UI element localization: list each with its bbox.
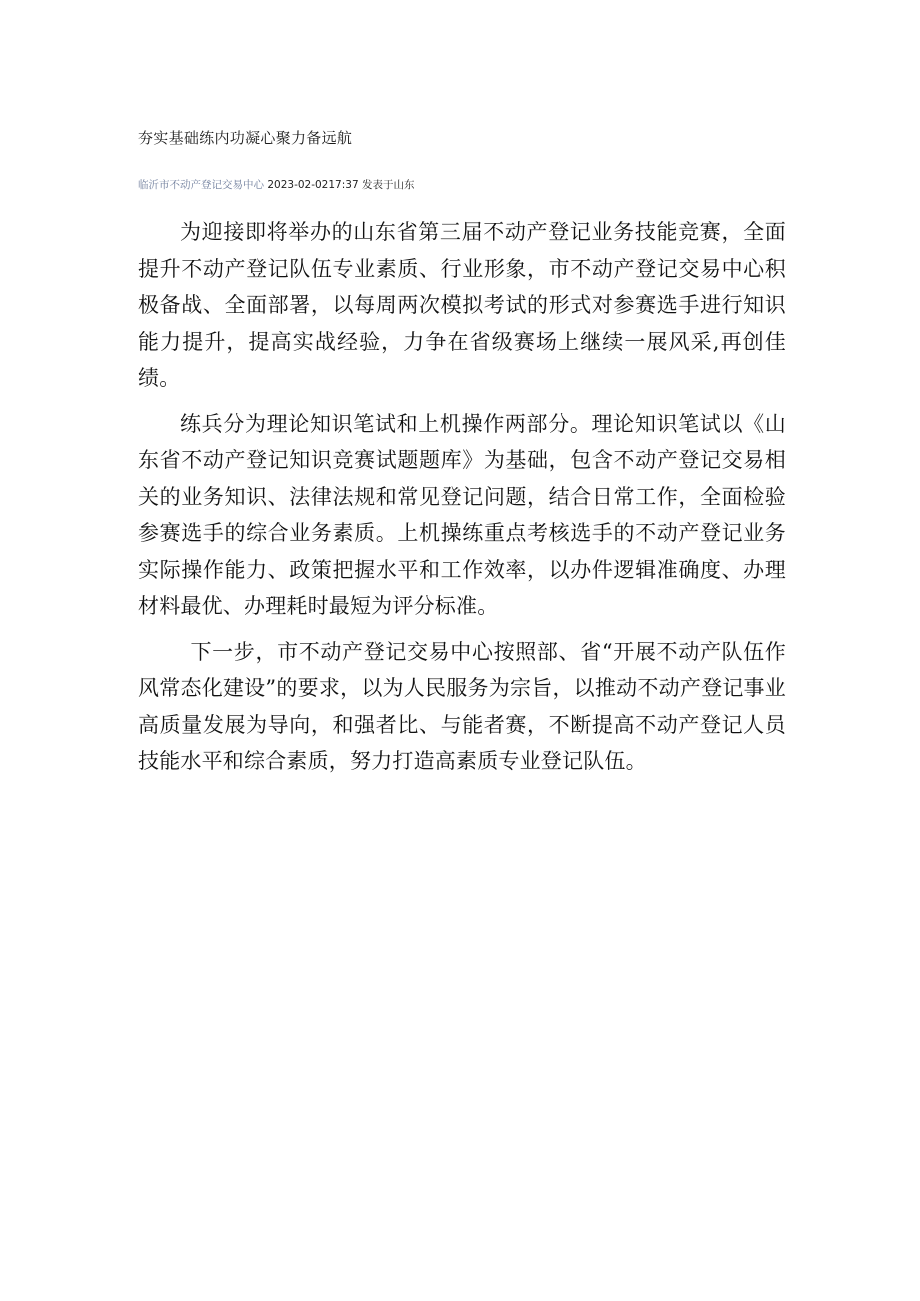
publish-datetime: 2023-02-0217:37 [267, 179, 359, 191]
publish-location: 发表于山东 [361, 179, 415, 191]
article-paragraph: 下一步，市不动产登记交易中心按照部、省“开展不动产队伍作风常态化建设”的要求，以为人民服务为宗旨，以推动不动产登记事业高质量发展为导向，和强者比、与能者赛，不断提高不动产登记人员技能水平和综合素质，努力打造高素质专业登记队伍。 [138, 639, 786, 773]
author-link[interactable]: 临沂市不动产登记交易中心 [138, 179, 264, 191]
article-meta [138, 177, 414, 192]
article-paragraph: 练兵分为理论知识笔试和上机操作两部分。理论知识笔试以《山东省不动产登记知识竞赛试题题库》为基础，包含不动产登记交易相关的业务知识、法律法规和常见登记问题，结合日常工作，全面检验参赛选手的综合业务素质。上机操练重点考核选手的不动产登记业务实际操作能力、政策把握水平和工作效率，以办件逻辑准确度、办理材料最优、办理耗时最短为评分标准。 [138, 411, 786, 618]
article-title: 夯实基础练内功凝心聚力备远航 [138, 129, 353, 147]
article-paragraph: 为迎接即将举办的山东省第三届不动产登记业务技能竞赛，全面提升不动产登记队伍专业素质、行业形象，市不动产登记交易中心积极备战、全面部署，以每周两次模拟考试的形式对参赛选手进行知识能力提升，提高实战经验，力争在省级赛场上继续一展风采,再创佳绩。 [138, 220, 786, 390]
article-body [138, 214, 786, 789]
